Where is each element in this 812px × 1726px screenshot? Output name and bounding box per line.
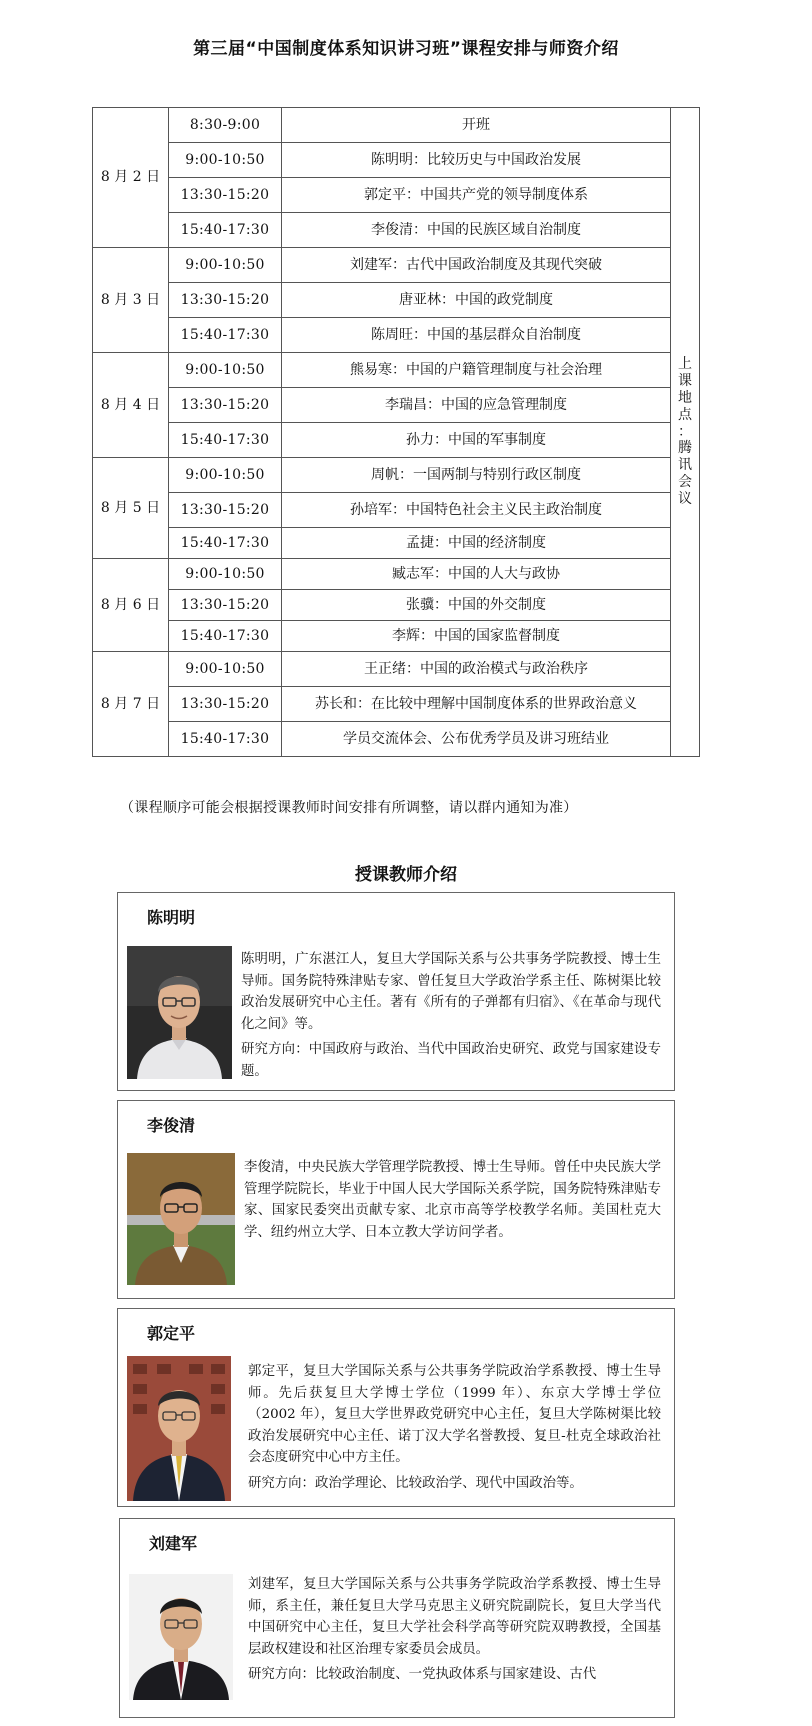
schedule-time: 15:40-17:30 — [169, 318, 282, 353]
schedule-row — [93, 388, 700, 423]
schedule-row — [93, 722, 700, 757]
schedule-date: 8 月 5 日 — [93, 458, 169, 559]
schedule-date: 8 月 4 日 — [93, 353, 169, 458]
schedule-time: 15:40-17:30 — [169, 528, 282, 559]
teacher-bio — [248, 1574, 661, 1690]
schedule-course: 王正绪：中国的政治模式与政治秩序 — [282, 652, 671, 687]
schedule-row — [93, 248, 700, 283]
teacher-research-paragraph: 研究方向：比较政治制度、一党执政体系与国家建设、古代 — [248, 1667, 597, 1682]
schedule-time: 15:40-17:30 — [169, 621, 282, 652]
schedule-location — [671, 108, 700, 757]
schedule-time: 13:30-15:20 — [169, 283, 282, 318]
schedule-course: 郭定平：中国共产党的领导制度体系 — [282, 178, 671, 213]
location-char: 腾 — [678, 440, 692, 457]
page-title: 第三届“中国制度体系知识讲习班”课程安排与师资介绍 — [193, 39, 619, 59]
schedule-date: 8 月 3 日 — [93, 248, 169, 353]
teacher-bio — [248, 1361, 661, 1498]
schedule-row — [93, 213, 700, 248]
teacher-card — [117, 1308, 675, 1507]
schedule-row — [93, 528, 700, 559]
schedule-time: 15:40-17:30 — [169, 213, 282, 248]
schedule-course: 陈周旺：中国的基层群众自治制度 — [282, 318, 671, 353]
schedule-time: 13:30-15:20 — [169, 388, 282, 423]
schedule-course: 陈明明：比较历史与中国政治发展 — [282, 143, 671, 178]
teacher-research-paragraph: 研究方向：中国政府与政治、当代中国政治史研究、政党与国家建设专题。 — [241, 1042, 661, 1079]
teacher-bio-paragraph: 陈明明，广东湛江人，复旦大学国际关系与公共事务学院教授、博士生导师。国务院特殊津贴专家、曾任复旦大学政治学系主任、陈树渠比较政治发展研究中心主任。著有《所有的子弹都有归宿》、《在革命与现代化之间》等。 — [241, 952, 661, 1032]
teacher-bio-paragraph: 刘建军，复旦大学国际关系与公共事务学院政治学系教授、博士生导师，系主任，兼任复旦大学马克思主义研究院副院长，复旦大学当代中国研究中心主任，复旦大学社会科学高等研究院双聘教授，全国基层政权建设和社区治理专家委员会成员。 — [248, 1577, 661, 1657]
schedule-course: 唐亚林：中国的政党制度 — [282, 283, 671, 318]
schedule-time: 13:30-15:20 — [169, 493, 282, 528]
schedule-row — [93, 590, 700, 621]
teacher-card — [119, 1518, 675, 1718]
teacher-card — [117, 1100, 675, 1299]
teacher-bio — [244, 1157, 661, 1247]
schedule-time: 15:40-17:30 — [169, 423, 282, 458]
schedule-row — [93, 178, 700, 213]
schedule-time: 15:40-17:30 — [169, 722, 282, 757]
location-char: ： — [678, 423, 692, 440]
schedule-time: 13:30-15:20 — [169, 178, 282, 213]
schedule-date: 8 月 7 日 — [93, 652, 169, 757]
teacher-name: 李俊清 — [147, 1116, 196, 1135]
location-char: 课 — [678, 373, 692, 390]
teacher-photo — [127, 946, 232, 1079]
schedule-row — [93, 318, 700, 353]
schedule-time: 13:30-15:20 — [169, 687, 282, 722]
teacher-name: 郭定平 — [147, 1324, 196, 1343]
schedule-course: 孟捷：中国的经济制度 — [282, 528, 671, 559]
teacher-photo — [127, 1356, 231, 1501]
schedule-time: 8:30-9:00 — [169, 108, 282, 143]
schedule-row — [93, 143, 700, 178]
schedule-course: 李辉：中国的国家监督制度 — [282, 621, 671, 652]
schedule-note: （课程顺序可能会根据授课教师时间安排有所调整，请以群内通知为准） — [120, 800, 578, 816]
teacher-name: 刘建军 — [149, 1534, 198, 1553]
schedule-row — [93, 423, 700, 458]
schedule-time: 9:00-10:50 — [169, 143, 282, 178]
location-char: 会 — [678, 473, 692, 490]
teachers-section-title: 授课教师介绍 — [355, 865, 457, 885]
schedule-time: 13:30-15:20 — [169, 590, 282, 621]
schedule-course: 刘建军：古代中国政治制度及其现代突破 — [282, 248, 671, 283]
schedule-row — [93, 621, 700, 652]
teacher-photo — [129, 1574, 233, 1700]
schedule-row — [93, 108, 700, 143]
schedule-time: 9:00-10:50 — [169, 248, 282, 283]
location-char: 地 — [678, 390, 692, 406]
schedule-time: 9:00-10:50 — [169, 652, 282, 687]
location-char: 议 — [678, 490, 692, 507]
schedule-row — [93, 652, 700, 687]
schedule-date: 8 月 2 日 — [93, 108, 169, 248]
schedule-course: 李俊清：中国的民族区域自治制度 — [282, 213, 671, 248]
schedule-course: 学员交流体会、公布优秀学员及讲习班结业 — [282, 722, 671, 757]
schedule-course: 张骥：中国的外交制度 — [282, 590, 671, 621]
schedule-course: 熊易寒：中国的户籍管理制度与社会治理 — [282, 353, 671, 388]
teacher-bio-paragraph: 李俊清，中央民族大学管理学院教授、博士生导师。曾任中央民族大学管理学院院长，毕业于中国人民大学国际关系学院，国务院特殊津贴专家、国家民委突出贡献专家、北京市高等学校教学名师。美国杜克大学、纽约州立大学、日本立教大学访问学者。 — [244, 1160, 661, 1240]
teacher-bio — [241, 949, 661, 1086]
schedule-row — [93, 458, 700, 493]
schedule-course: 开班 — [282, 108, 671, 143]
schedule-time: 9:00-10:50 — [169, 559, 282, 590]
schedule-row — [93, 353, 700, 388]
schedule-course: 孙力：中国的军事制度 — [282, 423, 671, 458]
schedule-course: 臧志军：中国的人大与政协 — [282, 559, 671, 590]
schedule-date: 8 月 6 日 — [93, 559, 169, 652]
schedule-time: 9:00-10:50 — [169, 458, 282, 493]
teacher-research-paragraph: 研究方向：政治学理论、比较政治学、现代中国政治等。 — [248, 1475, 583, 1491]
teacher-photo — [127, 1153, 235, 1285]
schedule-row — [93, 687, 700, 722]
teacher-name: 陈明明 — [147, 908, 196, 927]
schedule-row — [93, 283, 700, 318]
schedule-row — [93, 559, 700, 590]
location-char: 点 — [678, 406, 692, 423]
schedule-time: 9:00-10:50 — [169, 353, 282, 388]
schedule-row — [93, 493, 700, 528]
schedule-course: 孙培军：中国特色社会主义民主政治制度 — [282, 493, 671, 528]
schedule-course: 李瑞昌：中国的应急管理制度 — [282, 388, 671, 423]
teacher-bio-paragraph: 郭定平，复旦大学国际关系与公共事务学院政治学系教授、博士生导师。先后获复旦大学博士学位（1999 年）、东京大学博士学位（2002 年），复旦大学世界政党研究中心主任，复旦大学陈树渠比较政治发展研究中心主任、诺丁汉大学名誉教授、复旦-杜克全球政治社会态度研究中心中方主任。 — [248, 1364, 661, 1465]
schedule-table — [92, 107, 700, 757]
schedule-course: 苏长和：在比较中理解中国制度体系的世界政治意义 — [282, 687, 671, 722]
schedule-course: 周帆：一国两制与特别行政区制度 — [282, 458, 671, 493]
teacher-card — [117, 892, 675, 1091]
location-char: 上 — [678, 356, 692, 373]
location-char: 讯 — [678, 457, 692, 474]
